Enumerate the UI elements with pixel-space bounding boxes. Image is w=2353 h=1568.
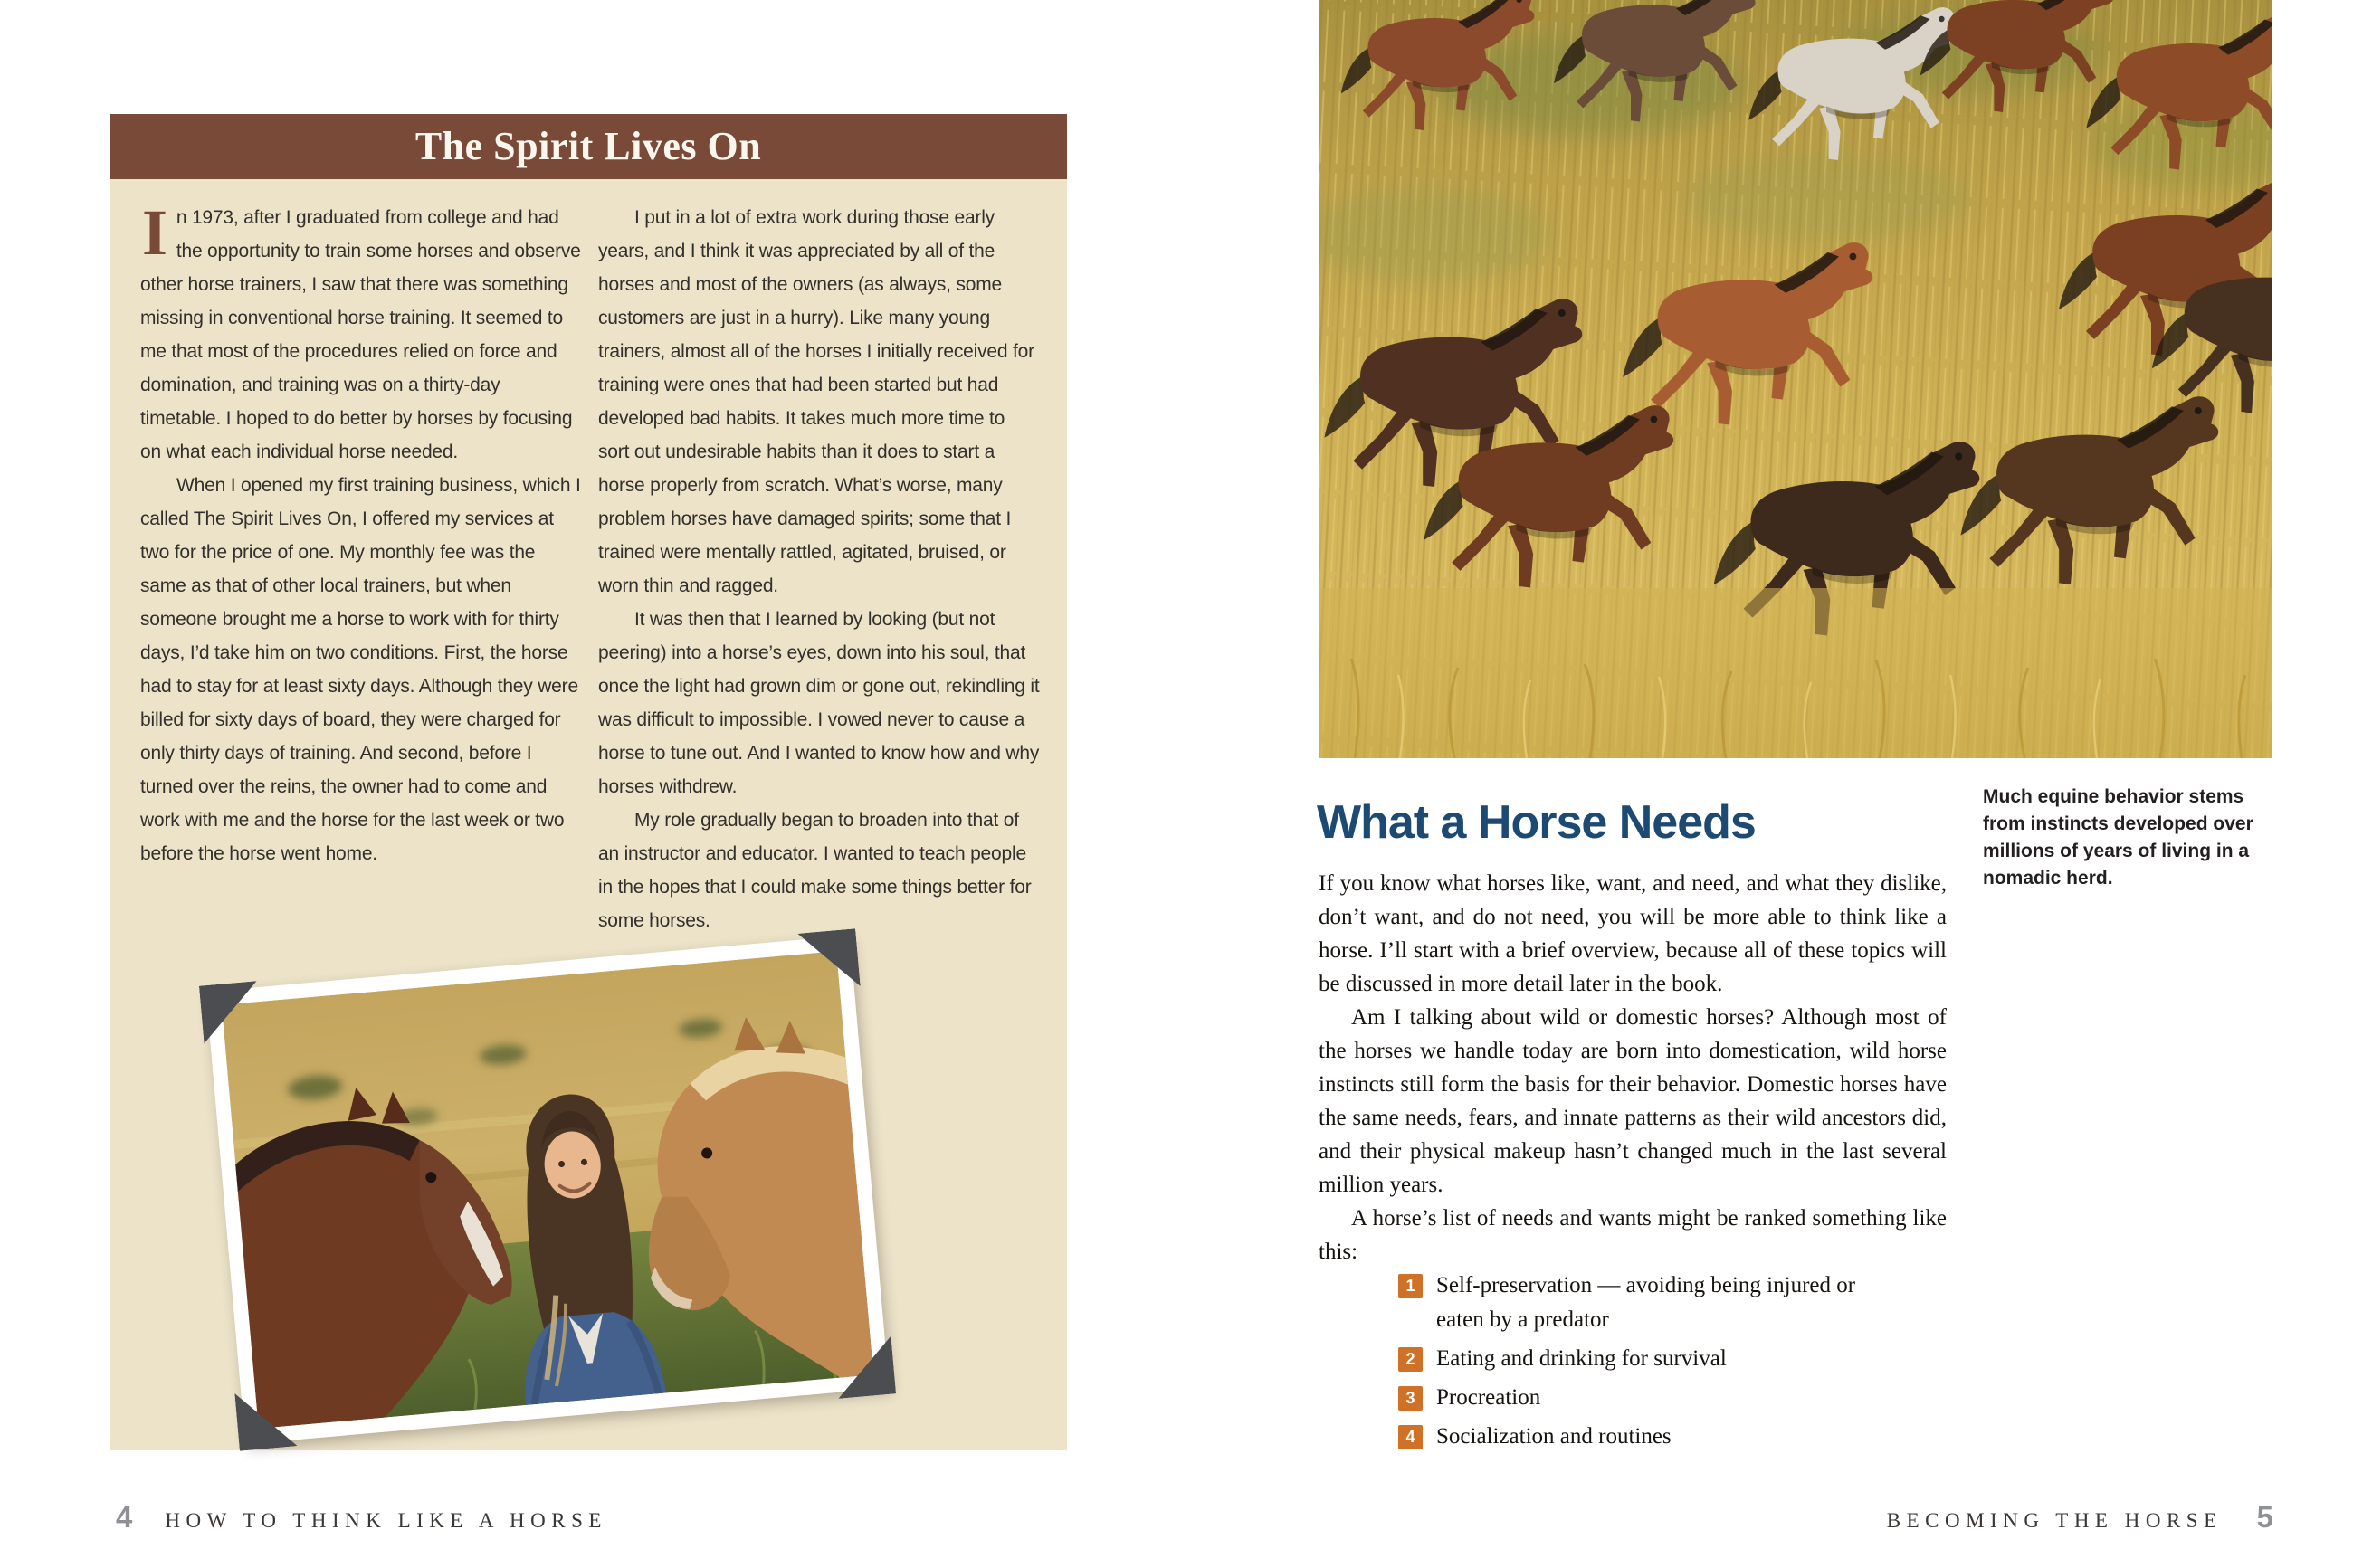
footer-left: [116, 1500, 607, 1535]
list-number-badge: 4: [1398, 1425, 1423, 1449]
sidebar-paragraph: My role gradually began to broaden into that of an instructor and educator. I wanted to teach people in the hopes that I could make some things better for some horses.: [598, 810, 1032, 931]
herd-photo-illustration: [1319, 0, 2272, 758]
sidebar-paragraph: When I opened my first training business, which I called The Spirit Lives On, I offered my services at two for the price of one. My monthly fee was the same as that of other local trainers, but when someone brought me a horse to work with for thirty days, I’d take him on two conditions. First, the horse had to stay for at least sixty days. Although they were billed for sixty days of board, they were charged for only thirty days of training. And second, before I turned over the reins, the owner had to come and work with me and the horse for the last week or two before the horse went home.: [140, 475, 581, 864]
sidebar-title-bar: [110, 114, 1067, 179]
list-item-text: Eating and drinking for survival: [1436, 1346, 1727, 1371]
sidebar-paragraph: I put in a lot of extra work during those early years, and I think it was appreciated by all of the horses and most of the owners (as always, some customers are just in a hurry). Like many young trainers, almost all of the horses I initially received for training were ones that had been started but had developed bad habits. It takes much more time to sort out undesirable habits than it does to start a horse properly from scratch. What’s worse, many problem horses have damaged spirits; some that I trained were mentally rattled, agitated, bruised, or worn thin and ragged.: [598, 207, 1034, 596]
body-paragraph: If you know what horses like, want, and need, and what they dislike, don’t want, and do not need, you will be more able to think like a horse. I’ll start with a brief overview, because all of these topics will be discussed in more detail later in the book.: [1319, 871, 1947, 996]
list-number-badge: 1: [1398, 1274, 1423, 1298]
sidebar-column-right: [598, 201, 1040, 937]
list-item: [1398, 1342, 1893, 1376]
section-heading: What a Horse Needs: [1317, 796, 1756, 849]
body-paragraph: Am I talking about wild or domestic horses? Although most of the horses we handle today are born into domestication, wild horse instincts still form the basis for their behavior. Domestic horses have the same needs, fears, and innate patterns as their wild ancestors did, and their physical makeup hasn’t changed much in the last several million years.: [1319, 1005, 1947, 1197]
footer-right: [1887, 1500, 2273, 1535]
sidebar-paragraph: [140, 196, 582, 469]
list-item-text: Socialization and routines: [1436, 1424, 1672, 1449]
photo-caption: Much equine behavior stems from instincts developed over millions of years of living in a nomadic herd.: [1983, 786, 2253, 889]
herd-photo-running-horses: [1319, 0, 2272, 758]
running-title: HOW TO THINK LIKE A HORSE: [165, 1509, 607, 1532]
list-item-text: Procreation: [1436, 1385, 1541, 1410]
list-number-badge: 3: [1398, 1386, 1423, 1411]
drop-cap: I: [142, 196, 167, 269]
snapshot-photo-illustration: [222, 951, 873, 1429]
page-number: 5: [2256, 1500, 2273, 1534]
running-title: BECOMING THE HORSE: [1886, 1509, 2223, 1532]
sidebar-column-left: [140, 196, 582, 870]
sidebar-paragraph: It was then that I learned by looking (but not peering) into a horse’s eyes, down into his soul, that once the light had grown dim or gone out, rekindling it was difficult to impossible. I vowed never to cause a horse to tune out. And I wanted to know how and why horses withdrew.: [598, 609, 1040, 797]
sidebar-title: The Spirit Lives On: [414, 124, 762, 168]
body-text: [1319, 867, 1947, 1269]
sidebar-story-box: [110, 114, 1067, 1450]
sidebar-paragraph-text: n 1973, after I graduated from college and had the opportunity to train some horses and observe other horse trainers, I saw that there was something missing in conventional horse training. It seemed to me that most of the procedures relied on force and domination, and training was on a thirty-day timetable. I hoped to do better by horses by focusing on what each individual horse needed.: [140, 207, 581, 462]
list-item-text: Self-preservation — avoiding being injured or eaten by a predator: [1436, 1273, 1856, 1332]
snapshot-photo-trainer-with-horses: [205, 936, 889, 1444]
list-item: [1398, 1269, 1893, 1337]
list-item: [1398, 1420, 1893, 1454]
page-number: 4: [116, 1500, 133, 1534]
list-number-badge: 2: [1398, 1347, 1423, 1372]
needs-list: [1398, 1269, 1910, 1459]
list-item: [1398, 1381, 1893, 1415]
body-paragraph: A horse’s list of needs and wants might be ranked something like this:: [1319, 1206, 1947, 1264]
